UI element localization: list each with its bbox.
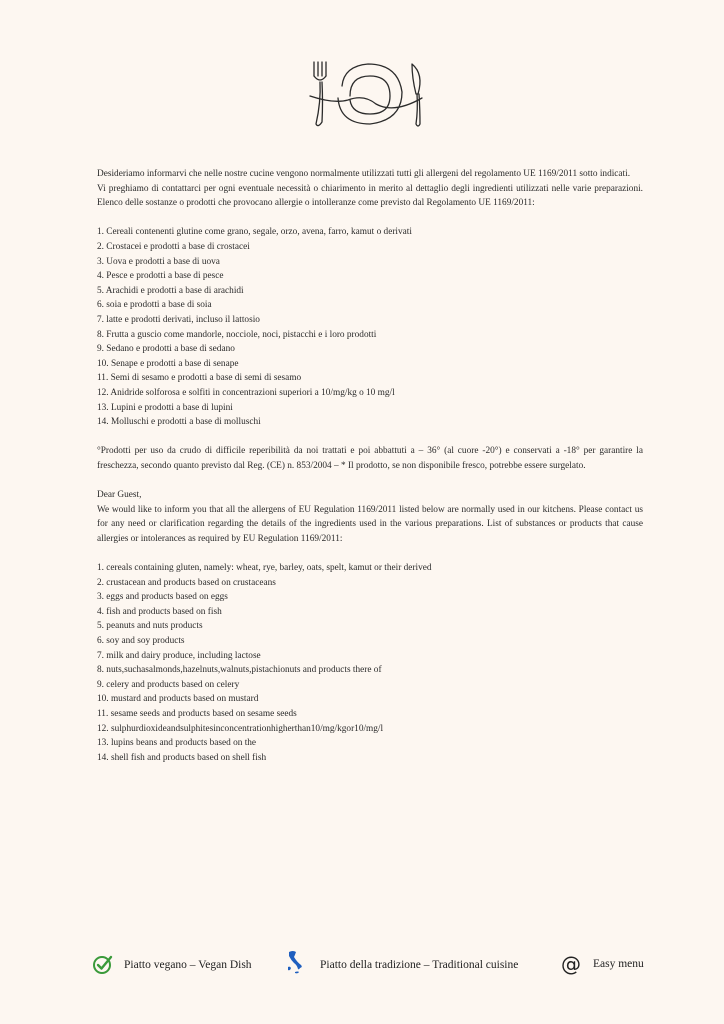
list-item: 8. nuts,suchasalmonds,hazelnuts,walnuts,pistachionuts and products there of	[97, 665, 382, 676]
list-item: 9. Sedano e prodotti a base di sedano	[97, 344, 235, 355]
fork-plate-knife-icon	[304, 56, 432, 132]
italian-note: °Prodotti per uso da crudo di difficile reperibilità da noi trattati e poi abbattuti a – 36° (al cuore -20°) e conservati a -18° per garantire la freschezza, secondo quanto previsto dal Reg. (CE) n. 853/2004 – * Il prodotto, se non disponibile fresco, potrebbe essere surgelato.	[97, 446, 643, 471]
at-sign-icon: @	[561, 952, 581, 976]
italian-intro-1: Desideriamo informarvi che nelle nostre cucine vengono normalmente utilizzati tutti gli allergeni del regolamento UE 1169/2011 sotto indicati.	[97, 169, 631, 179]
legend	[0, 944, 724, 984]
italy-map-icon	[286, 950, 304, 976]
list-item: 4. fish and products based on fish	[97, 606, 222, 617]
list-item: 13. Lupini e prodotti a base di lupini	[97, 402, 233, 413]
list-item: 9. celery and products based on celery	[97, 679, 240, 690]
list-item: 8. Frutta a guscio come mandorle, nocciole, noci, pistacchi e i loro prodotti	[97, 329, 377, 340]
list-item: 2. Crostacei e prodotti a base di crostacei	[97, 241, 250, 252]
allergen-notice	[97, 167, 643, 765]
list-item: 13. lupins beans and products based on the	[97, 738, 257, 749]
legend-easy-menu	[561, 954, 644, 974]
list-item: 11. Semi di sesamo e prodotti a base di semi di sesamo	[97, 373, 302, 384]
legend-tradition	[286, 954, 518, 976]
list-item: 12. sulphurdioxideandsulphitesinconcentrationhigherthan10/mg/kgor10/mg/l	[97, 723, 384, 734]
list-item: 14. shell fish and products based on shell fish	[97, 752, 267, 763]
list-item: 3. Uova e prodotti a base di uova	[97, 256, 220, 267]
list-item: 5. peanuts and nuts products	[97, 621, 203, 632]
list-item: 10. Senape e prodotti a base di senape	[97, 358, 239, 369]
italian-intro-2: Vi preghiamo di contattarci per ogni eventuale necessità o chiarimento in merito al dettaglio degli ingredienti utilizzati nelle varie preparazioni. Elenco delle sostanze o prodotti che provocano allergie o intolleranze come previsto dal Regolamento UE 1169/2011:	[97, 183, 643, 209]
italian-allergen-list	[97, 225, 643, 429]
list-item: 10. mustard and products based on mustard	[97, 694, 259, 705]
list-item: 6. soy and soy products	[97, 636, 185, 646]
list-item: 14. Molluschi e prodotti a base di molluschi	[97, 417, 261, 428]
list-item: 6. soia e prodotti a base di soia	[97, 300, 212, 311]
list-item: 5. Arachidi e prodotti a base di arachidi	[97, 285, 244, 296]
list-item: 11. sesame seeds and products based on sesame seeds	[97, 708, 297, 719]
legend-easy-label: Easy menu	[593, 958, 644, 970]
list-item: 7. latte e prodotti derivati, incluso il lattosio	[97, 314, 260, 325]
legend-vegan-label: Piatto vegano – Vegan Dish	[124, 959, 252, 971]
list-item: 1. Cereali contenenti glutine come grano, segale, orzo, avena, farro, kamut o derivati	[97, 227, 412, 238]
legend-tradition-label: Piatto della tradizione – Traditional cuisine	[320, 959, 519, 971]
english-intro: We would like to inform you that all the allergens of EU Regulation 1169/2011 listed below are normally used in our kitchens. Please contact us for any need or clarification regarding the details of the ingredients used in the various preparations. List of substances or products that cause allergies or intolerances as required by EU Regulation 1169/2011:	[97, 504, 643, 544]
list-item: 1. cereals containing gluten, namely: wheat, rye, barley, oats, spelt, kamut or their derived	[97, 563, 432, 574]
list-item: 4. Pesce e prodotti a base di pesce	[97, 271, 224, 282]
english-allergen-list	[97, 561, 643, 765]
list-item: 12. Anidride solforosa e solfiti in concentrazioni superiori a 10/mg/kg o 10 mg/l	[97, 387, 395, 398]
list-item: 2. crustacean and products based on crustaceans	[97, 577, 276, 588]
list-item: 3. eggs and products based on eggs	[97, 592, 228, 603]
vegan-leaf-check-icon	[92, 954, 114, 976]
list-item: 7. milk and dairy produce, including lactose	[97, 650, 261, 661]
legend-vegan	[92, 954, 252, 976]
english-greeting: Dear Guest,	[97, 490, 142, 501]
